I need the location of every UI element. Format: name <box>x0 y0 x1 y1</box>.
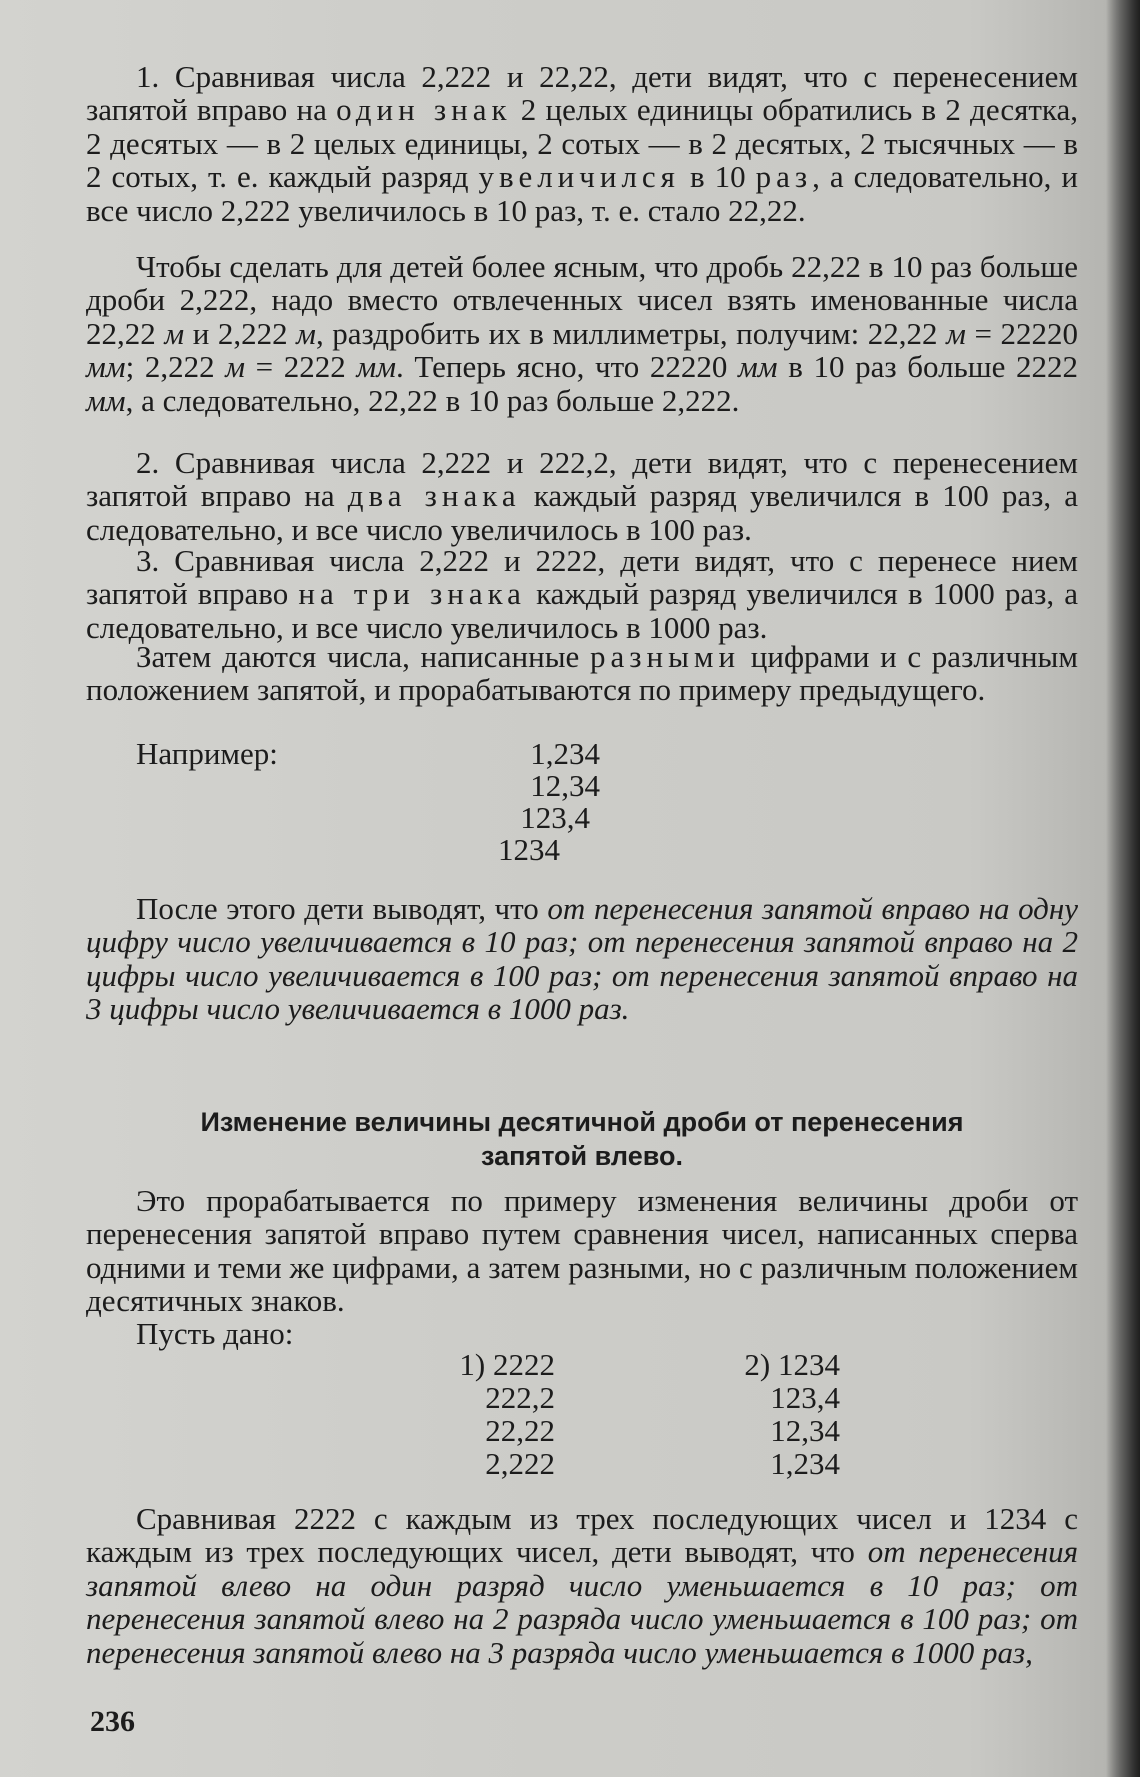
paragraph-2-text-e: ; 2,222 <box>125 349 226 385</box>
example-number-4: 1234 <box>498 832 560 867</box>
unit-m: м <box>164 315 185 351</box>
section-heading <box>86 1105 1078 1173</box>
unit-m: м <box>225 349 246 385</box>
unit-mm: мм <box>738 349 778 385</box>
given-column-1 <box>385 1348 555 1480</box>
paragraph-2-text-d: = 22220 <box>965 315 1079 351</box>
paragraph-1-emphasis-one-sign: один знак <box>336 92 512 128</box>
paragraph-2 <box>86 250 1078 417</box>
paragraph-8-text-a: Сравнивая 2222 с каждым из трех последующих чисел и 1234 с каждым из трех последующих чисел, дети выводят, что <box>86 1501 1078 1570</box>
unit-mm: мм <box>86 382 126 418</box>
paragraph-5-text-a: Затем даются числа, написанные <box>136 639 590 674</box>
given-column-2-item: 123,4 <box>770 1380 840 1415</box>
paragraph-8-conclusion-italic: от перенесения запятой влево на один разряд число уменьшается в 10 раз; от перенесения запятой влево на 2 разряда число уменьшается в 100 раз; от перенесения запятой влево на 3 разряда число уменьшается в 1000 раз, <box>86 1534 1078 1670</box>
paragraph-1-text-a: 1. Сравнивая числа 2,222 и 22,22, дети видят, что с перенесением запятой вправо на <box>86 59 1078 128</box>
paragraph-4-text-c: каждый разряд увеличился в 1000 раз, а следовательно, и все число увеличилось в 1000 раз. <box>86 576 1078 645</box>
unit-m: м <box>296 315 316 351</box>
paragraph-3-text-a: 2. Сравнивая числа 2,222 и 222,2, дети видят, что с перенесением запятой вправо на <box>86 445 1078 514</box>
section-heading-line-2: запятой влево. <box>481 1141 683 1171</box>
paragraph-8 <box>86 1502 1078 1669</box>
paragraph-6-conclusion-italic: от перенесения запятой вправо на одну цифру число увеличивается в 10 раз; от перенесения запятой вправо на 2 цифры число увеличивается в 100 раз; от перенесения запятой вправо на 3 цифры число увеличивается в 1000 раз. <box>86 891 1078 1027</box>
paragraph-1-text-c: 2 целых единицы обратились в 2 десятка, 2 десятых — в 2 целых единицы, 2 сотых — в 2 десятых, 2 тысячных — в 2 сотых, т. е. каждый разряд <box>86 92 1079 195</box>
example-number-3: 123,4 <box>520 800 590 835</box>
unit-m: м <box>946 315 966 351</box>
paragraph-5-text-c: цифрами и с различным положением запятой, и прорабатываются по примеру предыдущего. <box>86 639 1078 708</box>
paragraph-1-text-g: , а следовательно, и все число 2,222 увеличилось в 10 раз, т. е. стало 22,22. <box>86 159 1079 228</box>
given-column-1-item: 22,22 <box>485 1413 555 1448</box>
paragraph-1-emphasis-increased: увеличился <box>478 159 680 195</box>
paragraph-1-emphasis-times: раз <box>755 159 813 195</box>
paragraph-6-text-a: После этого дети выводят, что <box>136 891 548 926</box>
paragraph-1 <box>86 60 1078 227</box>
paragraph-4-text-a: 3. Сравнивая числа 2,222 и 2222, дети видят, что с перенесе нием запятой вправо <box>86 543 1078 612</box>
given-column-1-item: 2,222 <box>485 1446 555 1481</box>
paragraph-1-text-e: в 10 <box>679 159 756 195</box>
paragraph-2-text-f: = 2222 <box>245 349 357 385</box>
paragraph-2-text-g: . Теперь ясно, что 22220 <box>395 349 738 385</box>
unit-mm: мм <box>356 349 396 385</box>
paragraph-7-text: Это прорабатывается по примеру изменения величины дроби от перенесения запятой вправо путем сравнения чисел, написанных сперва одними и теми же цифрами, а затем разными, но с различным положением десятичных знаков. <box>86 1183 1078 1319</box>
paragraph-4-emphasis-three-signs: на три знака <box>298 576 526 612</box>
given-column-2-item: 1,234 <box>770 1446 840 1481</box>
page-number: 236 <box>90 1705 135 1738</box>
section-heading-line-1: Изменение величины десятичной дроби от перенесения <box>200 1107 964 1137</box>
paragraph-2-text-h: в 10 раз больше 2222 <box>777 349 1078 385</box>
paragraph-2-text-i: , а следовательно, 22,22 в 10 раз больше 2,222. <box>125 382 740 418</box>
paragraph-4 <box>86 544 1078 644</box>
binding-shadow <box>1106 0 1140 1777</box>
paragraph-5-emphasis-different: разными <box>589 639 741 674</box>
paragraph-3-emphasis-two-signs: два знака <box>347 478 521 514</box>
example-number-1: 1,234 <box>530 736 600 771</box>
given-column-2-item: 12,34 <box>770 1413 840 1448</box>
example-label: Например: <box>136 736 278 771</box>
paragraph-6 <box>86 892 1078 1026</box>
paragraph-2-text-c: , раздробить их в миллиметры, получим: 22,22 <box>315 315 947 351</box>
given-column-1-item: 222,2 <box>485 1380 555 1415</box>
paragraph-3-text-c: каждый разряд увеличился в 100 раз, а следовательно, и все число увеличилось в 100 раз. <box>86 478 1078 547</box>
example-number-2: 12,34 <box>530 768 600 803</box>
paragraph-2-text-b: и 2,222 <box>184 315 297 351</box>
paragraph-3 <box>86 446 1078 546</box>
given-label: Пусть дано: <box>136 1316 294 1351</box>
given-column-2 <box>675 1348 840 1480</box>
paragraph-5 <box>86 640 1078 707</box>
paragraph-7 <box>86 1184 1078 1318</box>
given-column-2-item: 2) 1234 <box>744 1347 840 1382</box>
paragraph-2-text-a: Чтобы сделать для детей более ясным, что дробь 22,22 в 10 раз больше дроби 2,222, надо вместо отвлеченных чисел взять именованные числа 22,22 <box>86 249 1078 351</box>
given-column-1-item: 1) 2222 <box>459 1347 555 1382</box>
unit-mm: мм <box>86 349 126 385</box>
